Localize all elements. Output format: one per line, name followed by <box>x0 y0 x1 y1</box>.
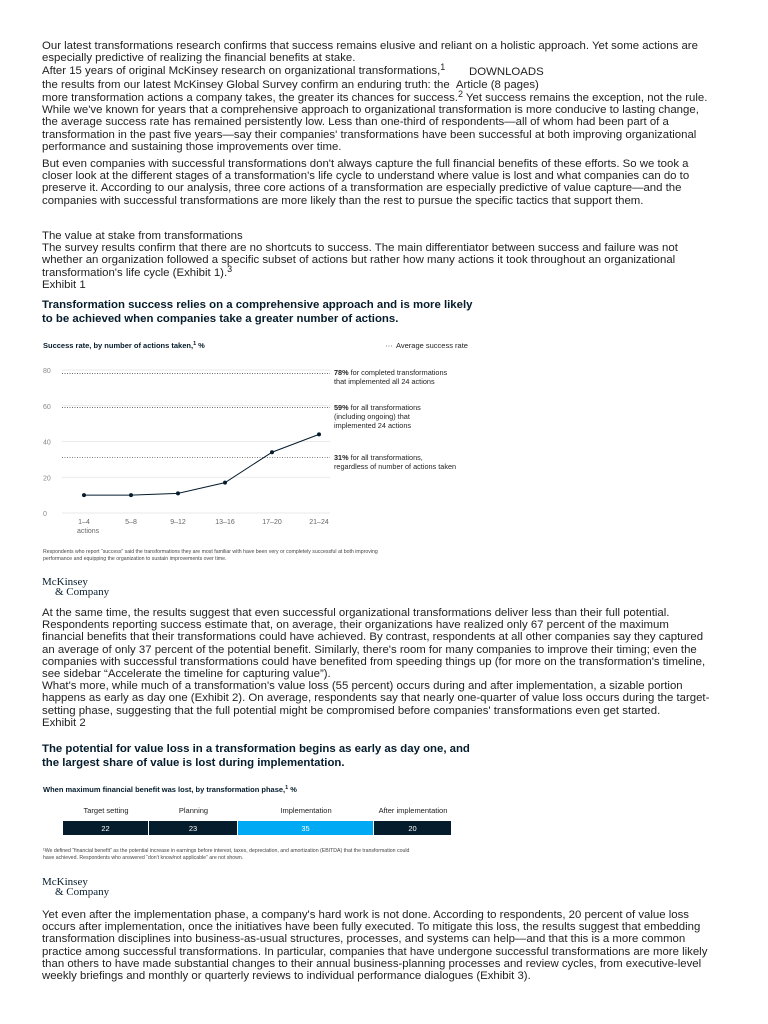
data-point <box>82 493 86 497</box>
phase-bar <box>63 821 452 835</box>
intro-paragraph-2c <box>42 89 710 153</box>
exhibit-2-title-line1: The potential for value loss in a transformation begins as early as day one, and <box>42 743 470 755</box>
y-tick-label: 80 <box>43 368 51 375</box>
exhibit-1-line-chart <box>0 335 768 598</box>
section-value-at-stake <box>42 230 710 291</box>
phase-labels <box>63 806 452 815</box>
section2-text-1: At the same time, the results suggest that even successful organizational transformations deliver less than their full potential. Respondents reporting success estimate that, on average, their organizations have realized only 67 percent of the maximum financial benefits that their transformations could have achieved. By contrast, respondents at all other companies say they captured an average of only 37 percent of the potential benefit. Similarly, there's room for many companies to improve their timing; even the companies with successful transformations could have benefited from speeding things up (for more on the transformation's timeline, see sidebar “Accelerate the timeline for capturing value”). <box>42 607 706 681</box>
exhibit-2-label: Exhibit 2 <box>42 716 86 729</box>
intro-paragraph-2b <box>42 79 710 91</box>
logo-line1: McKinsey <box>42 876 88 888</box>
phase-segment: 23 <box>149 821 238 835</box>
data-point <box>129 493 133 497</box>
data-point <box>317 432 321 436</box>
intro-paragraph-3 <box>42 158 710 207</box>
footnote-ref-2[interactable]: 2 <box>457 89 463 99</box>
mckinsey-logo-1 <box>42 577 109 597</box>
intro-text-2a: After 15 years of original McKinsey research on organizational transformations, <box>42 65 441 77</box>
y-tick-label: 0 <box>43 511 47 518</box>
data-point <box>223 481 227 485</box>
x-tick-label: 17–20 <box>262 519 282 526</box>
x-tick-label: 9–12 <box>170 519 186 526</box>
section-2 <box>42 607 710 729</box>
y-tick-label: 40 <box>43 439 51 447</box>
exhibit-2-footnote-line1: ¹We defined “financial benefit” as the potential increase in earnings before interest, taxes, depreciation, and amortization (EBITDA) that the transformation could <box>43 848 410 854</box>
section1-text: The survey results confirm that there are no shortcuts to success. The main differentiator between success and failure was not whether an organization followed a specific subset of actions but rather how many actions it took throughout an organizational transformation's life cycle (Exhibit 1). <box>42 242 678 279</box>
phase-label: Target setting <box>83 806 129 815</box>
legend-average-success-rate: Average success rate <box>396 341 468 350</box>
intro-text-1: Our latest transformations research confirms that success remains elusive and reliant on a holistic approach. Yet some actions are especially predictive of realizing the financial benefits at stake. <box>42 40 698 65</box>
section-3 <box>42 909 710 982</box>
section2-text-2: What's more, while much of a transformation's value loss (55 percent) occurs during and after implementation, a sizable portion happens as early as day one (Exhibit 2). On average, respondents say that nearly one-quarter of value loss occurs during the target-setting phase, suggesting that the full potential might be compromised before companies' transformations even get started. <box>42 680 710 717</box>
chart1-subtitle: Success rate, by number of actions taken,$^1$ % <box>43 341 205 350</box>
annotation-31: 31% for all transformations, regardless of number of actions taken <box>334 453 457 471</box>
exhibit-1-label: Exhibit 1 <box>42 278 86 291</box>
exhibit-1-footnote-line2: performance and equipping the organization to sustain improvements over time. <box>43 556 227 562</box>
x-tick-label: 1–4 <box>78 519 90 526</box>
y-tick-label: 20 <box>43 475 51 483</box>
phase-label: Planning <box>178 806 209 815</box>
success-rate-line <box>84 434 319 495</box>
section-heading: The value at stake from transformations <box>42 230 243 242</box>
mckinsey-logo-2 <box>42 877 109 897</box>
exhibit-2-subtitle: When maximum financial benefit was lost, by transformation phase,$^1$ % <box>43 785 297 794</box>
downloads-label: DOWNLOADS <box>469 66 544 78</box>
phase-segment: 22 <box>63 821 149 835</box>
exhibit-2-footnote-line2: have achieved. Respondents who answered “don't know/not applicable” are not shown. <box>43 854 244 861</box>
exhibit-2-title <box>42 742 710 770</box>
x-tick-label: 13–16 <box>215 519 235 526</box>
x-axis-unit: actions <box>77 528 100 535</box>
footnote-ref-1[interactable]: 1 <box>440 62 446 72</box>
phase-segment: 20 <box>374 821 452 835</box>
x-tick-label: 5–8 <box>125 519 137 526</box>
section3-text: Yet even after the implementation phase, a company's hard work is not done. According to respondents, 20 percent of value loss occurs after implementation, once the initiatives have been fully executed. To mitigate this loss, the results suggest that embedding transformation disciplines into business-as-usual structures, processes, and systems can help—and that this is a more common practice among successful transformations. In particular, companies that have undergone successful transformations are more likely than others to have made substantial changes to their annual business-planning processes and review cycles, from executive-level weekly briefings and monthly or quarterly reviews to individual performance dialogues (Exhibit 3). <box>42 909 708 983</box>
exhibit-2-footnote <box>43 848 723 861</box>
exhibit-1-title-line1: Transformation success relies on a comprehensive approach and is more likely <box>42 299 473 311</box>
intro-paragraph-2 <box>42 62 710 77</box>
phase-label: After implementation <box>378 806 448 815</box>
intro-paragraph-1 <box>42 40 710 64</box>
x-tick-label: 21–24 <box>309 519 329 526</box>
exhibit-1-footnote-line1: Respondents who report “success” said the transformations they are most familiar with have been very or completely successful at both improving <box>43 549 378 555</box>
annotation-78: 78% for completed transformations that implemented all 24 actions <box>334 368 448 386</box>
footnote-ref-3[interactable]: 3 <box>227 263 233 274</box>
intro-text-2b: the results from our latest McKinsey Global Survey confirm an enduring truth: the <box>42 79 450 91</box>
annotation-59: 59% for all transformations (including ongoing) that implemented 24 actions <box>334 403 421 430</box>
phase-label: Implementation <box>280 806 332 815</box>
data-point <box>176 491 180 495</box>
intro-text-3: But even companies with successful transformations don't always capture the full financial benefits of these efforts. So we took a closer look at the different stages of a transformation's life cycle to understand where value is lost and what companies can do to preserve it. According to our analysis, three core actions of a transformation are especially predictive of value capture—and the companies with successful transformations are more likely than the rest to pursue the specific tactics that support them. <box>42 158 690 207</box>
data-point <box>270 450 274 454</box>
intro-text-2c: more transformation actions a company takes, the greater its chances for success. <box>42 92 458 104</box>
exhibit-1-title-line2: to be achieved when companies take a greater number of actions. <box>42 313 399 325</box>
logo-line1: McKinsey <box>42 576 88 588</box>
y-tick-label: 60 <box>43 403 51 411</box>
logo-line2: & Company <box>55 586 110 598</box>
exhibit-1-title <box>42 298 710 326</box>
phase-segment: 35 <box>238 821 374 835</box>
logo-line2: & Company <box>55 886 110 898</box>
exhibit-2-title-line2: the largest share of value is lost during implementation. <box>42 757 345 769</box>
intro-text-2d: Yet success remains the exception, not the rule. While we've known for years that a comprehensive approach to organizational transformation is more conducive to lasting change, the average success rate has remained persistently low. Less than one-third of respondents—all of whom had been part of a transformation in the past five years—say their companies' transformations have been successful at both improving organizational performance and sustaining those improvements over time. <box>42 92 708 153</box>
article-download-link[interactable]: Article (8 pages) <box>455 79 539 91</box>
